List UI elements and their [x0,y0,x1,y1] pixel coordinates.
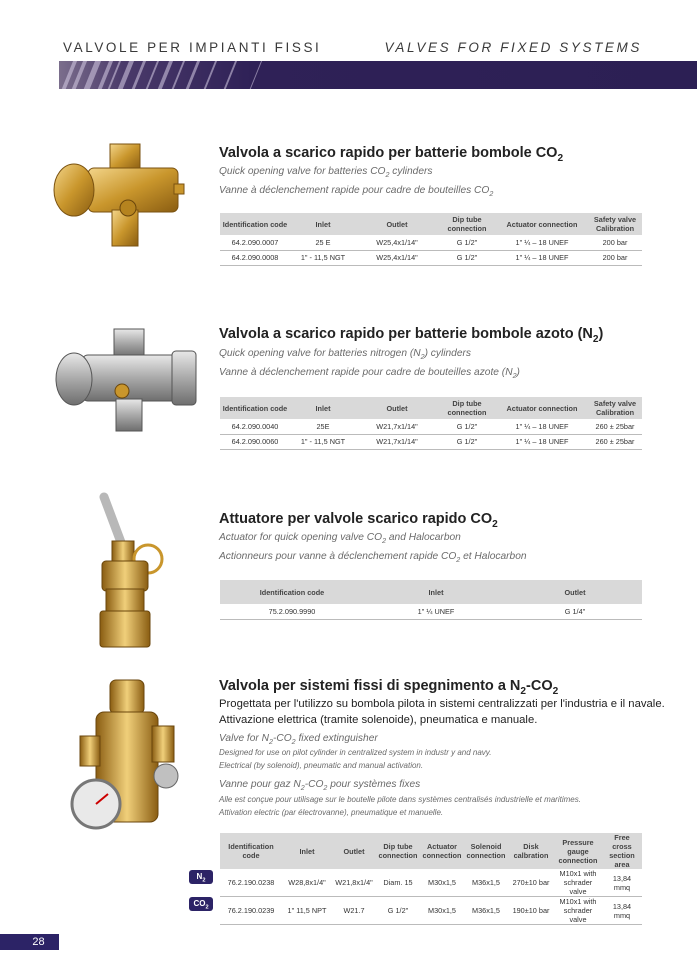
table-header: Safety valve Calibration [588,213,642,235]
section-4-title: Valvola per sistemi fissi di spegnimento a $N_2-CO_2$ [219,678,559,697]
section-4-fr-line-1: Alle est conçue pour utilisage sur le boutelle pilote dans systèmes centralisés industrielle et maritimes. [219,795,581,804]
table-header: Outlet [356,397,438,419]
table-header: Dip tube connection [376,833,420,869]
section-2-en: Quick opening valve for batteries nitrogen $(N_2)$ cylinders [219,348,471,362]
page-number: 28 [0,934,59,950]
actuator-image [82,485,172,655]
table-header: Dip tube connection [438,213,496,235]
table-header: Identification code [220,213,290,235]
table-header: Identification code [220,580,364,604]
table-header: Inlet [282,833,332,869]
section-3-en: Actuator for quick opening valve $CO_2$ and Halocarbon [219,532,461,546]
section-4-en-line-2: Electrical (by solenoid), pneumatic and manual activation. [219,761,424,770]
section-2-fr: Vanne à déclenchement rapide pour cadre de bouteilles azote $(N_2)$ [219,367,520,381]
section-1-en: Quick opening valve for batteries $CO_2$ cylinders [219,166,433,180]
table-header: Actuator connection [496,397,588,419]
nitrogen-valve-image [52,325,202,435]
table-header: Free cross section area [602,833,642,869]
header-left: VALVOLE PER IMPIANTI FISSI [63,40,322,55]
table-row: 64.2.090.0007 25 E W25,4x1/14" G 1/2" 1" ¼ – 18 UNEF 200 bar [220,235,642,250]
table-row: 75.2.090.9990 1" ¼ UNEF G 1/4" [220,604,642,619]
table-header: Outlet [332,833,376,869]
section-4-fr-title: Vanne pour gaz $N_2-CO_2$ pour systèmes fixes [219,779,421,793]
table-header: Safety valve Calibration [588,397,642,419]
table-row: 76.2.190.0238 W28,8x1/4" W21,8x1/4" Diam. 15 M30x1,5 M36x1,5 270±10 bar M10x1 with schrader valve 13,84 mmq [220,869,642,897]
table-row: 64.2.090.0060 1" - 11,5 NGT W21,7x1/14" G 1/2" 1" ¼ – 18 UNEF 260 ± 25bar [220,434,642,449]
section-4-en-title: Valve for $N_2-CO_2$ fixed extinguisher [219,733,378,747]
table-header: Dip tube connection [438,397,496,419]
co2-valve-image [48,140,188,250]
header-band [59,61,697,89]
section-2-title: Valvola a scarico rapido per batterie bombole azoto $(N_2)$ [219,326,604,345]
table-header: Pressure gauge connection [554,833,602,869]
table-header: Actuator connection [420,833,464,869]
section-4-en-line-1: Designed for use on pilot cylinder in centralized system in industr y and navy. [219,748,492,757]
section-2-table [220,397,642,450]
table-row: 64.2.090.0040 25E W21,7x1/14" G 1/2" 1" ¼ – 18 UNEF 260 ± 25bar [220,419,642,434]
n2-co2-valve-image [66,676,186,836]
section-3-fr: Actionneurs pour vanne à déclenchement rapide $CO_2$ et Halocarbon [219,551,527,565]
table-header: Outlet [508,580,642,604]
table-row: 76.2.190.0239 1" 11,5 NPT W21.7 G 1/2" M30x1,5 M36x1,5 190±10 bar M10x1 with schrader valve 13,84 mmq [220,897,642,925]
table-header: Disk calbration [508,833,554,869]
section-4-desc-2: Attivazione elettrica (tramite solenoide), pneumatica e manuale. [219,714,538,726]
section-1-title: Valvola a scarico rapido per batterie bombole $CO_2$ [219,145,564,164]
section-3-table [220,580,642,620]
section-4-desc-1: Progettata per l'utilizzo su bombola pilota in sistemi centralizzati per l'industria e il navale. [219,698,665,710]
section-3-title: Attuatore per valvole scarico rapido $CO_2$ [219,511,498,530]
badge-co2: $CO_2$ [189,897,213,911]
section-4-table [220,833,642,925]
section-1-fr: Vanne à déclenchement rapide pour cadre de bouteilles $CO_2$ [219,185,494,199]
table-header: Inlet [290,213,356,235]
badge-n2: $N_2$ [189,870,213,884]
table-header: Identification code [220,833,282,869]
table-header: Actuator connection [496,213,588,235]
table-header: Identification code [220,397,290,419]
section-1-table [220,213,642,266]
table-header: Outlet [356,213,438,235]
section-4-fr-line-2: Attivation electric (par électrovanne), pneumatique et manuelle. [219,808,444,817]
table-header: Inlet [364,580,508,604]
table-header: Inlet [290,397,356,419]
header-right: VALVES FOR FIXED SYSTEMS [384,40,642,55]
table-header: Solenoid connection [464,833,508,869]
table-row: 64.2.090.0008 1" - 11,5 NGT W25,4x1/14" G 1/2" 1" ¼ – 18 UNEF 200 bar [220,250,642,265]
